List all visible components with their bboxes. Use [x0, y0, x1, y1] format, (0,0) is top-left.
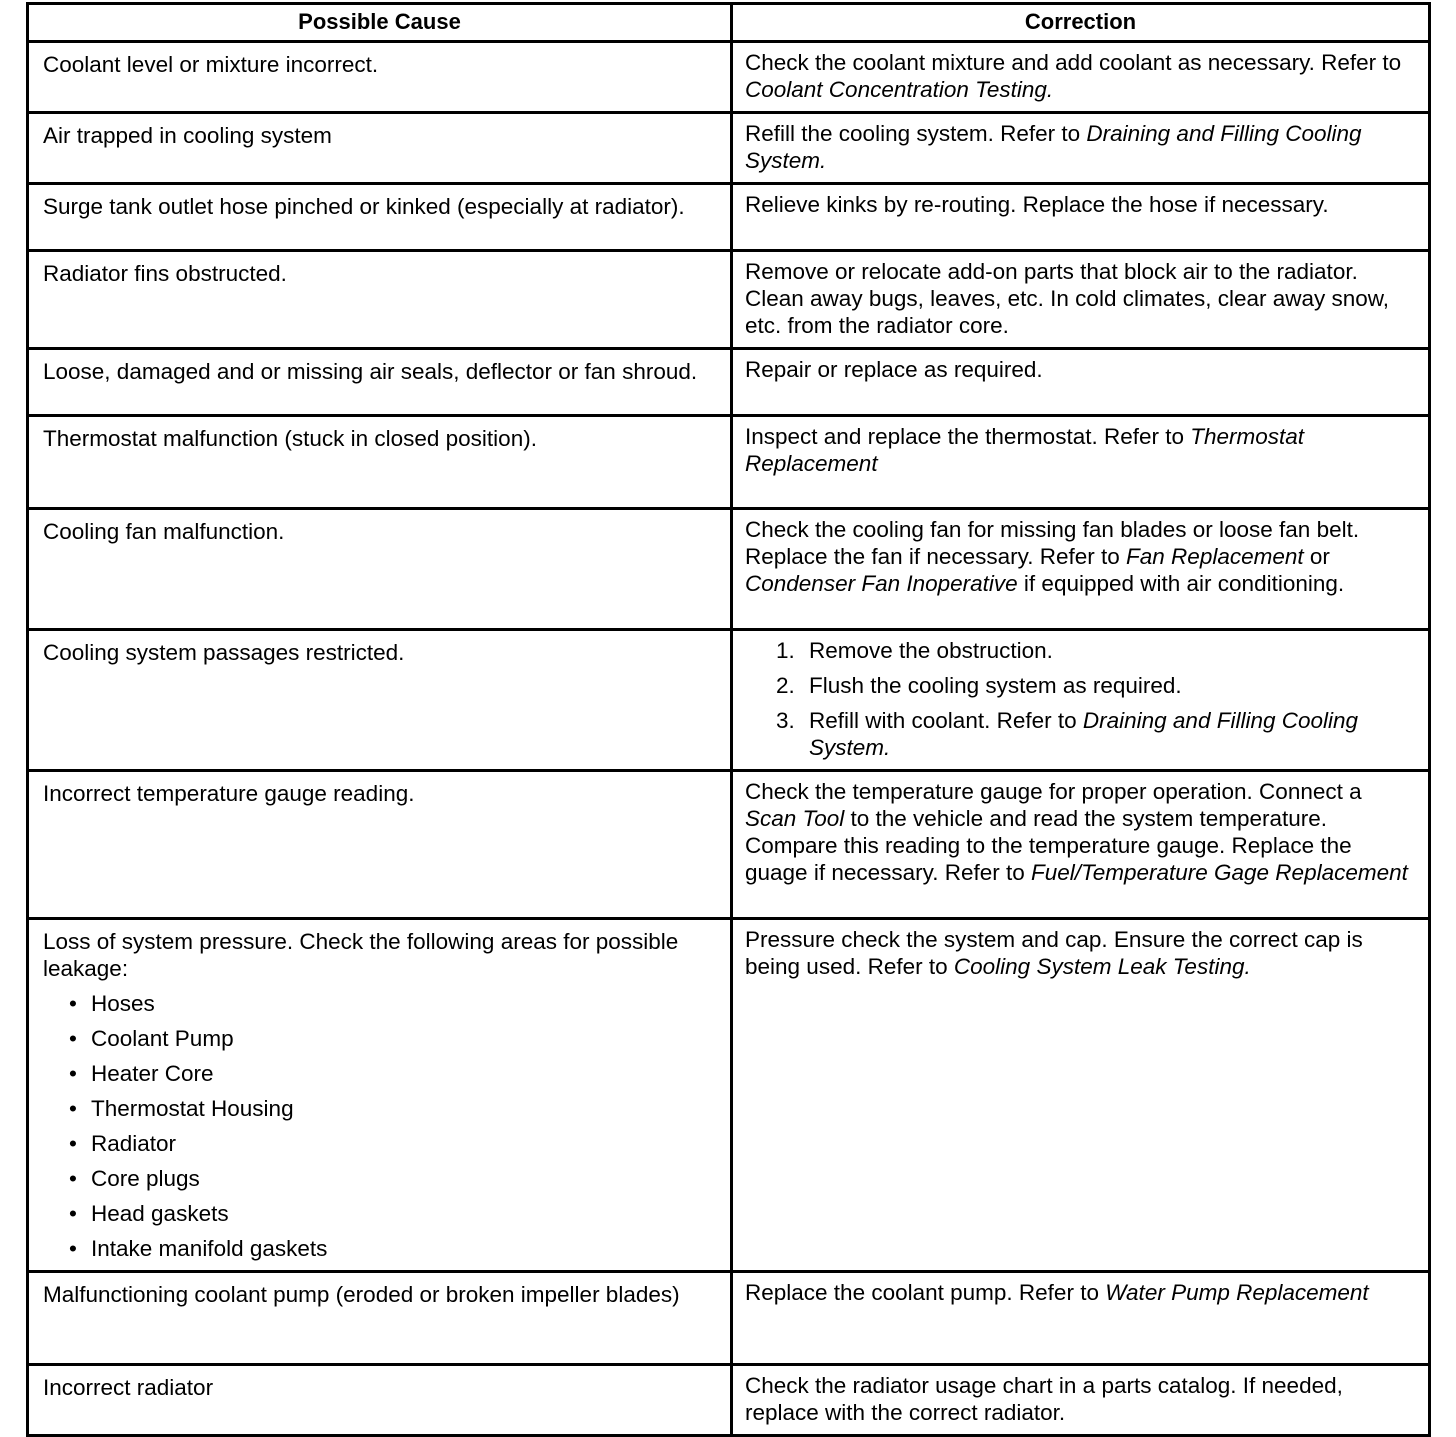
table-row — [28, 509, 1430, 630]
table-row — [28, 771, 1430, 919]
correction-cell — [732, 1272, 1430, 1365]
correction-text: Inspect and replace the thermostat. Refer to — [745, 424, 1191, 449]
cause-cell: Air trapped in cooling system — [28, 113, 732, 184]
step-item — [801, 637, 1418, 664]
correction-text: or — [1303, 544, 1330, 569]
correction-text: Check the cooling fan for missing fan blades or loose fan belt. Replace the fan if necessary. Refer to — [745, 517, 1360, 569]
table-row — [28, 184, 1430, 251]
correction-cell — [732, 630, 1430, 771]
correction-text: Relieve kinks by re-routing. Replace the hose if necessary. — [745, 192, 1329, 217]
cause-cell: Coolant level or mixture incorrect. — [28, 42, 732, 113]
list-item: • Intake manifold gaskets — [91, 1235, 720, 1262]
table-row — [28, 251, 1430, 349]
correction-text: to the vehicle and read the system temperature. Compare this reading to the temperature gauge. Replace the guage if necessary. Refer to — [745, 806, 1352, 885]
reference-link[interactable]: Cooling System Leak Testing. — [953, 954, 1251, 979]
correction-cell — [732, 184, 1430, 251]
correction-cell — [732, 416, 1430, 509]
table-row — [28, 1365, 1430, 1436]
correction-cell — [732, 42, 1430, 113]
document-page — [26, 2, 1428, 1437]
correction-text: Repair or replace as required. — [745, 357, 1043, 382]
column-header-cause: Possible Cause — [28, 4, 732, 42]
list-item: • Core plugs — [91, 1165, 720, 1192]
correction-cell — [732, 251, 1430, 349]
table-row — [28, 113, 1430, 184]
correction-cell — [732, 509, 1430, 630]
cause-cell: Cooling system passages restricted. — [28, 630, 732, 771]
table-row — [28, 42, 1430, 113]
correction-text: Check the radiator usage chart in a parts catalog. If needed, replace with the correct radiator. — [745, 1373, 1343, 1425]
correction-text: Replace the coolant pump. Refer to — [745, 1280, 1106, 1305]
cause-cell: Malfunctioning coolant pump (eroded or broken impeller blades) — [28, 1272, 732, 1365]
table-row — [28, 1272, 1430, 1365]
reference-link[interactable]: Draining and Filling Cooling System. — [745, 121, 1362, 173]
list-item: • Radiator — [91, 1130, 720, 1157]
table-row — [28, 416, 1430, 509]
list-item: • Thermostat Housing — [91, 1095, 720, 1122]
list-item: • Head gaskets — [91, 1200, 720, 1227]
reference-link[interactable]: Fan Replacement — [1126, 544, 1304, 569]
reference-link[interactable]: Fuel/Temperature Gage Replacement — [1031, 860, 1408, 885]
correction-text: if equipped with air conditioning. — [1017, 571, 1345, 596]
list-item: • Heater Core — [91, 1060, 720, 1087]
cause-cell — [28, 919, 732, 1272]
cause-cell: Surge tank outlet hose pinched or kinked (especially at radiator). — [28, 184, 732, 251]
list-item: • Coolant Pump — [91, 1025, 720, 1052]
cause-cell: Cooling fan malfunction. — [28, 509, 732, 630]
cause-cell: Radiator fins obstructed. — [28, 251, 732, 349]
step-item — [801, 707, 1418, 761]
reference-link[interactable]: Coolant Concentration Testing. — [745, 77, 1054, 102]
table-row — [28, 630, 1430, 771]
column-header-correction: Correction — [732, 4, 1430, 42]
reference-link[interactable]: Water Pump Replacement — [1105, 1280, 1369, 1305]
step-item — [801, 672, 1418, 699]
troubleshooting-table — [26, 2, 1431, 1437]
step-text: Flush the cooling system as required. — [809, 673, 1182, 698]
cause-cell: Thermostat malfunction (stuck in closed position). — [28, 416, 732, 509]
correction-cell — [732, 919, 1430, 1272]
reference-link[interactable]: Scan Tool — [745, 806, 845, 831]
correction-text: Remove or relocate add-on parts that block air to the radiator. Clean away bugs, leaves, etc. In cold climates, clear away snow, etc. from the radiator core. — [745, 259, 1390, 338]
steps-list — [745, 637, 1418, 761]
correction-cell — [732, 771, 1430, 919]
list-item: • Hoses — [91, 990, 720, 1017]
leak-areas-list — [43, 990, 720, 1262]
cause-text: Loss of system pressure. Check the following areas for possible leakage: — [43, 929, 679, 981]
correction-cell — [732, 349, 1430, 416]
reference-link[interactable]: Thermostat Replacement — [745, 424, 1305, 476]
correction-text: Check the temperature gauge for proper operation. Connect a — [745, 779, 1362, 804]
correction-cell — [732, 113, 1430, 184]
cause-cell: Incorrect temperature gauge reading. — [28, 771, 732, 919]
reference-link[interactable]: Draining and Filling Cooling System. — [809, 708, 1359, 760]
correction-text: Refill the cooling system. Refer to — [745, 121, 1087, 146]
cause-cell: Incorrect radiator — [28, 1365, 732, 1436]
table-header-row — [28, 4, 1430, 42]
reference-link[interactable]: Condenser Fan Inoperative — [745, 571, 1018, 596]
step-text: Remove the obstruction. — [809, 638, 1053, 663]
table-row — [28, 349, 1430, 416]
cause-cell: Loose, damaged and or missing air seals, deflector or fan shroud. — [28, 349, 732, 416]
table-row — [28, 919, 1430, 1272]
correction-text: Check the coolant mixture and add coolant as necessary. Refer to — [745, 50, 1402, 75]
step-text: Refill with coolant. Refer to — [809, 708, 1083, 733]
correction-cell — [732, 1365, 1430, 1436]
correction-text: Pressure check the system and cap. Ensure the correct cap is being used. Refer to — [745, 927, 1363, 979]
